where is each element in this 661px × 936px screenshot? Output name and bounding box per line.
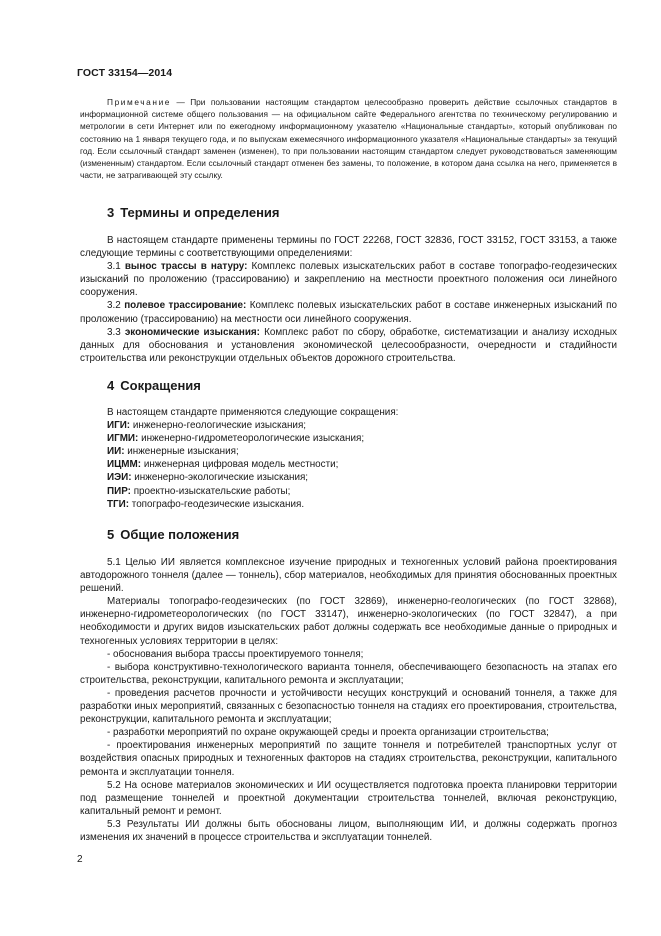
list-item: - обоснования выбора трассы проектируемого тоннеля; (107, 648, 364, 660)
abbreviation-meaning: инженерные изыскания; (127, 446, 239, 458)
section-3-intro: В настоящем стандарте применены термины по ГОСТ 22268, ГОСТ 32836, ГОСТ 33152, ГОСТ 33153, а также следующие термины с соответствующими определениями: (80, 235, 617, 260)
term-definition: Комплекс работ по сбору, обработке, систематизации и анализу исходных данных для обоснования и установления экономической целесообразности, очередности и стадийности строительства или реконструкции отдельных объектов дорожного строительства. (80, 326, 617, 364)
section-4-heading (107, 378, 201, 393)
document-header: ГОСТ 33154—2014 (77, 67, 173, 79)
page-number: 2 (77, 854, 83, 865)
term-3-3 (80, 326, 617, 365)
paragraph-5-2: 5.2 На основе материалов экономических и ИИ осуществляется подготовка проекта планировки территории под размещение тоннелей и проектной документации строительства тоннелей, включая реконструкцию, капитальный ремонт и ремонт. (80, 779, 617, 817)
abbreviation-meaning: инженерная цифровая модель местности; (143, 459, 339, 471)
section-3-number: 3 (107, 205, 115, 220)
list-item (107, 485, 617, 498)
abbreviation-meaning: топографо-геодезические изыскания. (131, 498, 305, 510)
list-item: - выбора конструктивно-технологического варианта тоннеля, обеспечивающего безопасность на этапах его строительства, реконструкции, капитального ремонта и эксплуатации; (80, 661, 617, 686)
term-name: полевое трассирование: (124, 300, 247, 312)
note-text: — При пользовании настоящим стандартом целесообразно проверить действие ссылочных стандартов в информационной системе общего пользования — на официальном сайте Федерального агентства по техническому регулированию и метрологии в сети Интернет или по ежегодному информационному указателю «Национальные стандарты», который опубликован по состоянию на 1 января текущего года, и по выпускам ежемесячного информационного указателя «Национальные стандарты» за текущий год. Если ссылочный стандарт заменен (изменен), то при пользовании настоящим стандартом следует руководствоваться заменяющим (измененным) стандартом. Если ссылочный стандарт отменен без замены, то положение, в котором дана ссылка на него, применяется в части, не затрагивающей эту ссылку. (80, 97, 617, 181)
term-3-1 (80, 260, 617, 299)
section-5-number: 5 (107, 527, 115, 542)
section-3-title: Термины и определения (120, 205, 280, 220)
list-item: - проектирования инженерных мероприятий по защите тоннеля и потребителей транспортных услуг от воздействия опасных природных и техногенных факторов на стадиях строительства, реконструкции, капитального ремонта и эксплуатации тоннеля. (80, 740, 617, 778)
list-item (107, 445, 617, 458)
list-item: - проведения расчетов прочности и устойчивости несущих конструкций и оснований тоннеля, а также для разработки иных мероприятий, связанных с безопасностью тоннеля на стадиях его проектирования, строительства, реконструкции, капитального ремонта и эксплуатации; (80, 687, 617, 726)
abbreviation: ИЦММ: (107, 459, 142, 471)
list-item (107, 471, 617, 484)
section-5-title: Общие положения (120, 527, 240, 542)
section-3-body (80, 234, 617, 365)
list-item (107, 419, 617, 432)
abbreviation: ИЭИ: (107, 472, 132, 484)
note-paragraph (80, 96, 617, 181)
section-4-intro: В настоящем стандарте применяются следующие сокращения: (107, 407, 399, 418)
paragraph-materials: Материалы топографо-геодезических (по ГОСТ 32869), инженерно-геологических (по ГОСТ 32868), инженерно-гидрометеорологических (по ГОСТ 33147), инженерно-экологических (по ГОСТ 32847), а при необходимости и других видов изыскательских работ должны содержать все необходимые данные о природных и техногенных условиях территории в целях: (80, 596, 617, 647)
list-item (107, 498, 617, 511)
term-number: 3.1 (107, 261, 121, 273)
abbreviation: ТГИ: (107, 498, 130, 510)
section-5-heading (107, 527, 239, 542)
note-label: Примечание (107, 97, 172, 107)
list-item (107, 432, 617, 445)
abbreviation: ПИР: (107, 485, 131, 497)
paragraph-5-1: 5.1 Целью ИИ является комплексное изучение природных и техногенных условий района проектирования автодорожного тоннеля (далее — тоннель), сбор материалов, необходимых для принятия обоснованных проектных решений. (80, 557, 617, 595)
list-item (107, 458, 617, 471)
term-definition: Комплекс полевых изыскательских работ в составе инженерных изысканий по проложению (трассированию) на местности оси линейного сооружения. (80, 300, 617, 325)
abbreviation: ИИ: (107, 446, 125, 458)
term-number: 3.2 (107, 300, 121, 312)
abbreviation: ИГМИ: (107, 433, 139, 445)
abbreviation-meaning: инженерно-гидрометеорологические изыскания; (141, 433, 365, 445)
term-number: 3.3 (107, 326, 121, 338)
term-name: экономические изыскания: (124, 326, 260, 338)
section-3-heading (107, 205, 280, 220)
abbreviation-meaning: инженерно-геологические изыскания; (132, 420, 307, 432)
section-4-title: Сокращения (120, 378, 201, 393)
abbreviation: ИГИ: (107, 420, 131, 432)
term-3-2 (80, 299, 617, 325)
term-definition: Комплекс полевых изыскательских работ в составе топографо-геодезических изысканий по проложению (трассированию) и закреплению на местности проектного положения оси линейного сооружения. (80, 261, 617, 299)
section-4-number: 4 (107, 378, 115, 393)
abbreviations-list (107, 406, 617, 511)
abbreviation-meaning: инженерно-экологические изыскания; (134, 472, 309, 484)
list-item: - разработки мероприятий по охране окружающей среды и проекта организации строительства; (107, 727, 549, 739)
term-name: вынос трассы в натуру: (124, 261, 248, 273)
paragraph-5-3: 5.3 Результаты ИИ должны быть обоснованы лицом, выполняющим ИИ, и должны содержать прогноз изменения их значений в процессе строительства и эксплуатации тоннелей. (80, 818, 617, 843)
abbreviation-meaning: проектно-изыскательские работы; (133, 485, 291, 497)
section-5-body (80, 556, 617, 844)
